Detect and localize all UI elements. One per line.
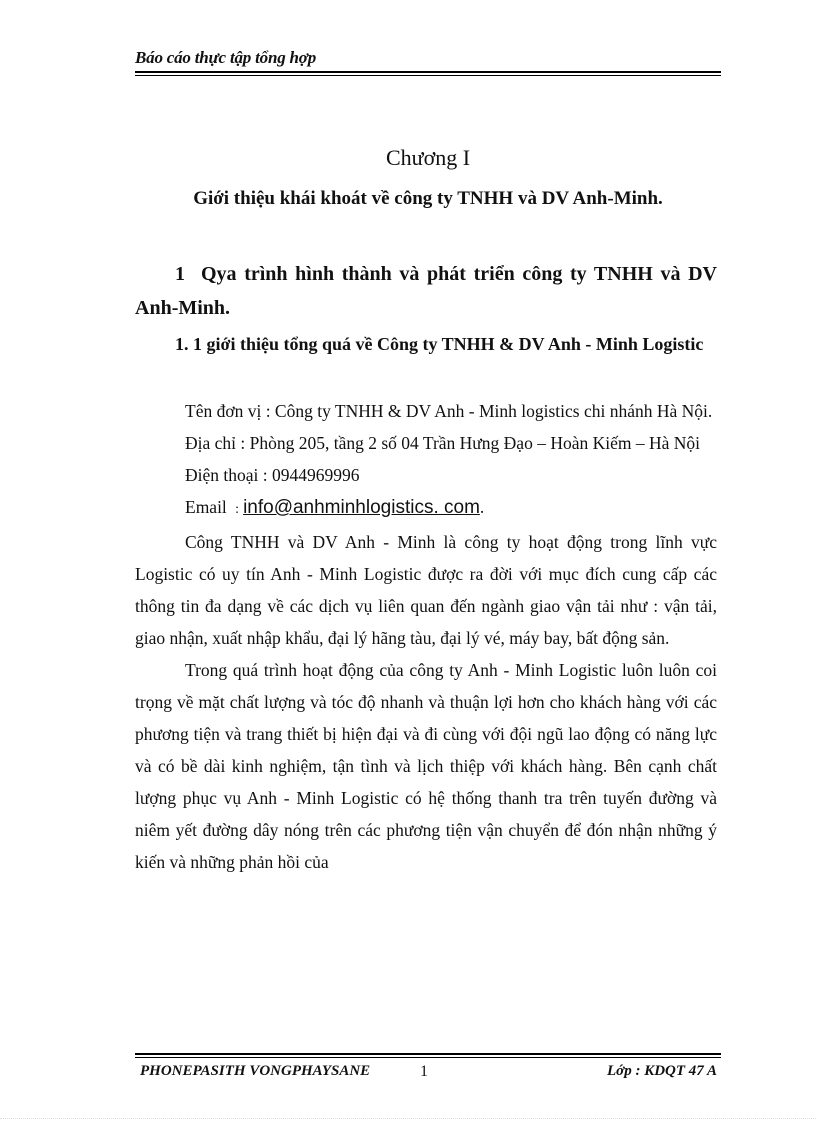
company-name-line: Tên đơn vị : Công ty TNHH & DV Anh - Minh logistics chi nhánh Hà Nội.: [185, 401, 713, 421]
chapter-subtitle: Giới thiệu khái khoát về công ty TNHH và DV Anh-Minh.: [193, 188, 663, 209]
page-bottom-divider: [0, 1118, 816, 1119]
footer-rule-thin: [135, 1057, 721, 1058]
company-address-line: Địa chỉ : Phòng 205, tầng 2 số 04 Trần Hưng Đạo – Hoàn Kiếm – Hà Nội: [185, 433, 701, 453]
section-number: 1: [175, 263, 185, 285]
header-rule-thick: [135, 71, 721, 73]
section-heading-1: [135, 257, 717, 325]
body-text: [135, 395, 717, 878]
email-label: Email: [185, 497, 227, 517]
footer-rule-thick: [135, 1053, 721, 1055]
footer-row: [135, 1063, 721, 1087]
page-number: 1: [420, 1063, 428, 1080]
page-footer: [135, 1053, 721, 1087]
company-email-line: [135, 491, 717, 526]
email-link[interactable]: info@anhminhlogistics. com: [243, 497, 480, 518]
chapter-title: Chương I: [385, 145, 471, 170]
email-end: .: [479, 497, 485, 517]
footer-class: Lớp : KDQT 47 A: [607, 1063, 717, 1079]
email-separator: :: [235, 502, 240, 517]
page-header: [135, 48, 721, 76]
section-heading-1-1: 1. 1 giới thiệu tổng quá về Công ty TNHH & DV Anh - Minh Logistic: [175, 334, 704, 354]
header-title: Báo cáo thực tập tổng hợp: [135, 48, 317, 67]
paragraph: Công TNHH và DV Anh - Minh là công ty hoạt động trong lĩnh vực Logistic có uy tín Anh - Minh Logistic được ra đời với mục đích cung cấp các thông tin đa dạng về các dịch vụ liên quan đến ngành giao vận tải như : vận tải, giao nhận, xuất nhập khẩu, đại lý hãng tàu, đại lý vé, máy bay, bất động sản.: [135, 532, 717, 648]
footer-author: PHONEPASITH VONGPHAYSANE: [140, 1063, 371, 1079]
header-rule-thin: [135, 75, 721, 76]
company-phone-line: Điện thoại : 0944969996: [185, 465, 360, 485]
section-title: Qya trình hình thành và phát triển công ty TNHH và DV Anh-Minh.: [135, 263, 717, 319]
paragraph: Trong quá trình hoạt động của công ty Anh - Minh Logistic luôn luôn coi trọng về mặt chất lượng và tóc độ nhanh và thuận lợi hơn cho khách hàng với các phương tiện và trang thiết bị hiện đại và đi cùng với đội ngũ lao động có năng lực và có bề dài kinh nghiệm, tận tình và lịch thiệp với khách hàng. Bên cạnh chất lượng phục vụ Anh - Minh Logistic có hệ thống thanh tra trên tuyến đường và niêm yết đường dây nóng trên các phương tiện vận chuyển để đón nhận những ý kiến và những phản hồi của: [135, 660, 717, 872]
